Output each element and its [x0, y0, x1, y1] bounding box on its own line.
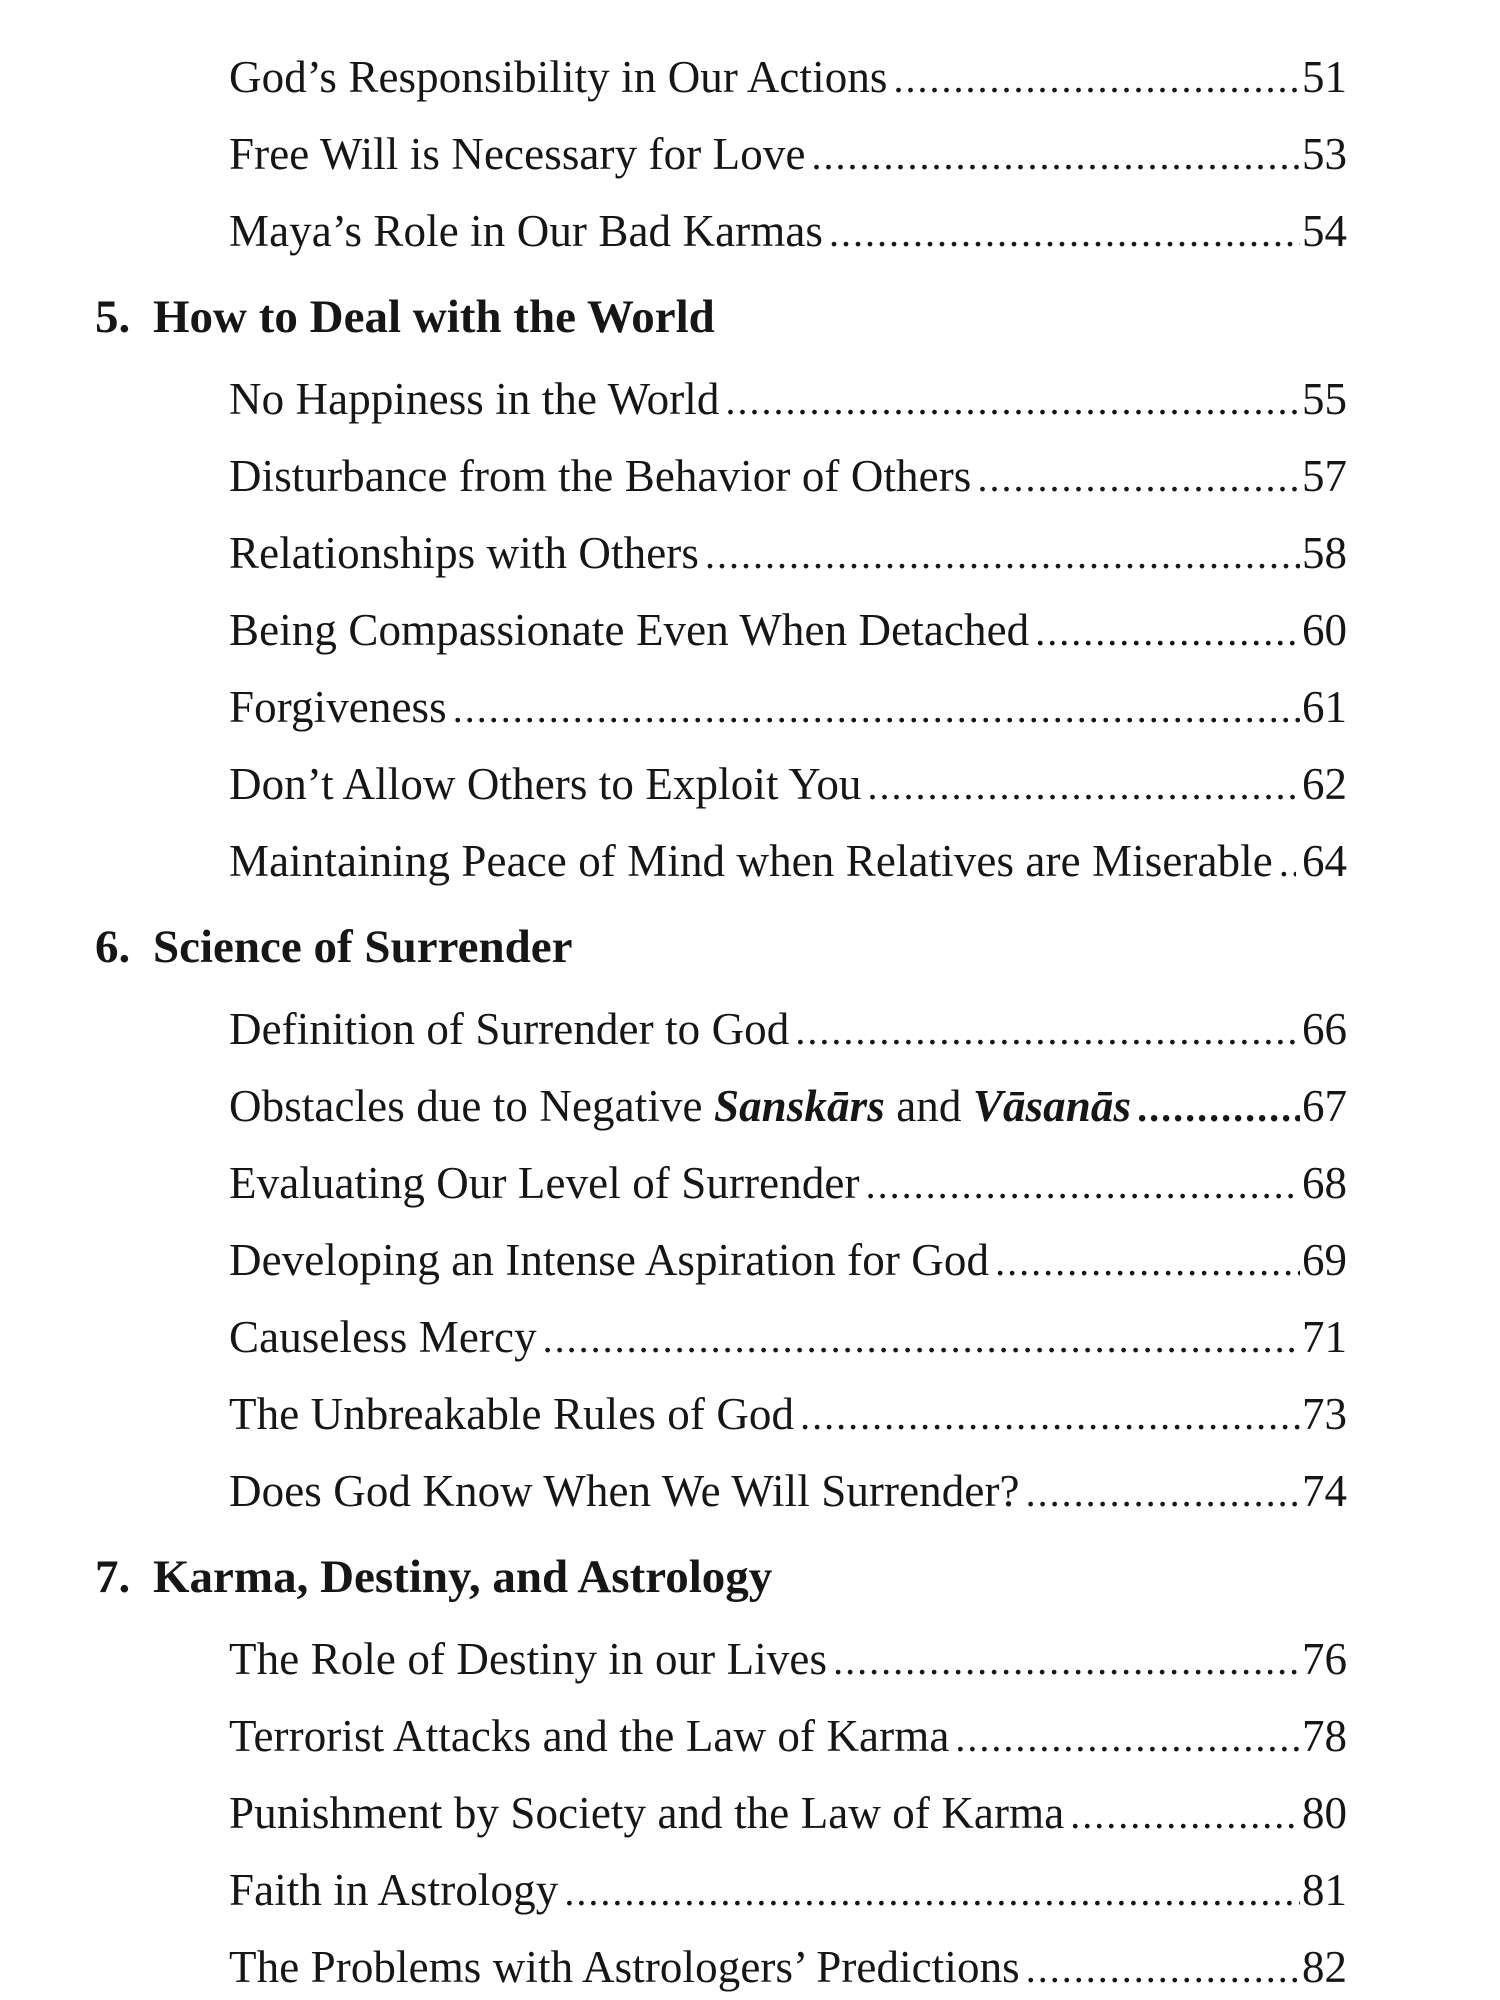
- chapter-number: 5.: [95, 291, 131, 343]
- dot-leader: [1026, 1463, 1300, 1523]
- toc-entry-title: Don’t Allow Others to Exploit You: [229, 759, 862, 809]
- dot-leader: [995, 1232, 1300, 1292]
- toc-entry-title: Punishment by Society and the Law of Karma: [229, 1788, 1065, 1838]
- chapter-heading: [95, 287, 1345, 347]
- toc-entry-page: 57: [1302, 451, 1347, 501]
- dot-leader: [829, 203, 1300, 263]
- dot-leader: [977, 448, 1300, 508]
- toc-entry: [229, 1783, 1347, 1843]
- toc-entry-title: Does God Know When We Will Surrender?: [229, 1466, 1020, 1516]
- toc-entry-page: 68: [1302, 1158, 1347, 1208]
- toc-entry-page: 53: [1302, 129, 1347, 179]
- toc-entry-page: 51: [1302, 52, 1347, 102]
- toc-entry-page: 71: [1302, 1312, 1347, 1362]
- toc-entry: [229, 1860, 1347, 1920]
- toc-entry-title: Evaluating Our Level of Surrender: [229, 1158, 860, 1208]
- toc-entry: [229, 831, 1347, 891]
- toc-entry: [229, 1307, 1347, 1367]
- chapter-number: 6.: [95, 921, 131, 973]
- dot-leader: [564, 1862, 1300, 1922]
- toc-entry-title: Relationships with Others: [229, 528, 699, 578]
- title-text: Obstacles due to Negative: [229, 1081, 714, 1131]
- toc-entry: [229, 124, 1347, 184]
- title-text: and: [884, 1081, 973, 1131]
- dot-leader: [705, 525, 1300, 585]
- toc-entry-title: Terrorist Attacks and the Law of Karma: [229, 1711, 950, 1761]
- title-term-vasanas: Vāsanās: [972, 1081, 1132, 1131]
- dot-leader: [866, 1155, 1300, 1215]
- toc-entry: [229, 47, 1347, 107]
- dot-leader: [453, 679, 1300, 739]
- toc-entry-page: 69: [1302, 1235, 1347, 1285]
- dot-leader: [868, 756, 1300, 816]
- dot-leader: [1026, 1939, 1300, 1999]
- toc-entry-title: Free Will is Necessary for Love: [229, 129, 806, 179]
- toc-entry-title: Forgiveness: [229, 682, 447, 732]
- toc-entry-title: Maintaining Peace of Mind when Relatives are Miserable: [229, 836, 1273, 886]
- toc-entry-page: 55: [1302, 374, 1347, 424]
- toc-entry-page: 81: [1302, 1865, 1347, 1915]
- toc-entry-title: God’s Responsibility in Our Actions: [229, 52, 888, 102]
- toc-entry: [229, 1076, 1347, 1136]
- toc-entry: [229, 1384, 1347, 1444]
- toc-entry: [229, 1706, 1347, 1766]
- toc-entry-page: 54: [1302, 206, 1347, 256]
- dot-leader: [894, 49, 1300, 109]
- toc-entry-page: 62: [1302, 759, 1347, 809]
- toc-entry-page: 66: [1302, 1004, 1347, 1054]
- toc-entry-page: 82: [1302, 1942, 1347, 1992]
- chapter-title: Karma, Destiny, and Astrology: [153, 1551, 773, 1603]
- dot-leader: [812, 126, 1300, 186]
- toc-entry: [229, 446, 1347, 506]
- toc-entry: [229, 600, 1347, 660]
- toc-entry: [229, 677, 1347, 737]
- title-term-sanskars: Sanskārs: [713, 1081, 885, 1131]
- toc-entry-page: 58: [1302, 528, 1347, 578]
- toc-entry-title: Being Compassionate Even When Detached: [229, 605, 1030, 655]
- toc-entry: [229, 754, 1347, 814]
- dot-leader: [543, 1309, 1300, 1369]
- toc-entry-title: Faith in Astrology: [229, 1865, 559, 1915]
- toc-entry-title: Disturbance from the Behavior of Others: [229, 451, 972, 501]
- toc-entry-title: Developing an Intense Aspiration for God: [229, 1235, 990, 1285]
- dot-leader: [1035, 602, 1300, 662]
- toc-entry-title: Maya’s Role in Our Bad Karmas: [229, 206, 824, 256]
- toc-entry-title: Causeless Mercy: [229, 1312, 537, 1362]
- toc-entry-title: Definition of Surrender to God: [229, 1004, 790, 1054]
- chapter-title: How to Deal with the World: [153, 291, 715, 343]
- toc-entry: [229, 999, 1347, 1059]
- toc-entry-page: 74: [1302, 1466, 1347, 1516]
- dot-leader: [955, 1708, 1300, 1768]
- chapter-heading: [95, 917, 1345, 977]
- toc-entry: [229, 523, 1347, 583]
- toc-entry-page: 80: [1302, 1788, 1347, 1838]
- toc-entry: [229, 1629, 1347, 1689]
- toc-entry-page: 78: [1302, 1711, 1347, 1761]
- toc-entry-title: The Unbreakable Rules of God: [229, 1389, 795, 1439]
- toc-entry-page: 61: [1302, 682, 1347, 732]
- dot-leader: [795, 1001, 1300, 1061]
- dot-leader: [833, 1631, 1300, 1691]
- toc-entry: [229, 201, 1347, 261]
- chapter-number: 7.: [95, 1551, 131, 1603]
- toc-entry-page: 76: [1302, 1634, 1347, 1684]
- dot-leader: [1279, 833, 1296, 893]
- dot-leader: [726, 371, 1301, 431]
- dot-leader: [1070, 1785, 1300, 1845]
- toc-entry-page: 64: [1302, 836, 1347, 886]
- toc-entry-title: The Problems with Astrologers’ Predictions: [229, 1942, 1020, 1992]
- dot-leader: [1137, 1078, 1300, 1138]
- toc-entry-title: [229, 1076, 1131, 1136]
- toc-entry: [229, 1461, 1347, 1521]
- toc-entry: [229, 1153, 1347, 1213]
- toc-entry-page: 67: [1302, 1081, 1347, 1131]
- toc-entry-title: No Happiness in the World: [229, 374, 720, 424]
- toc-entry-title: The Role of Destiny in our Lives: [229, 1634, 828, 1684]
- chapter-heading: [95, 1547, 1345, 1607]
- toc-entry: [229, 369, 1347, 429]
- dot-leader: [800, 1386, 1300, 1446]
- chapter-title: Science of Surrender: [153, 921, 573, 973]
- toc-entry-page: 73: [1302, 1389, 1347, 1439]
- toc-entry-page: 60: [1302, 605, 1347, 655]
- toc-entry: [229, 1230, 1347, 1290]
- toc-entry: [229, 1937, 1347, 1997]
